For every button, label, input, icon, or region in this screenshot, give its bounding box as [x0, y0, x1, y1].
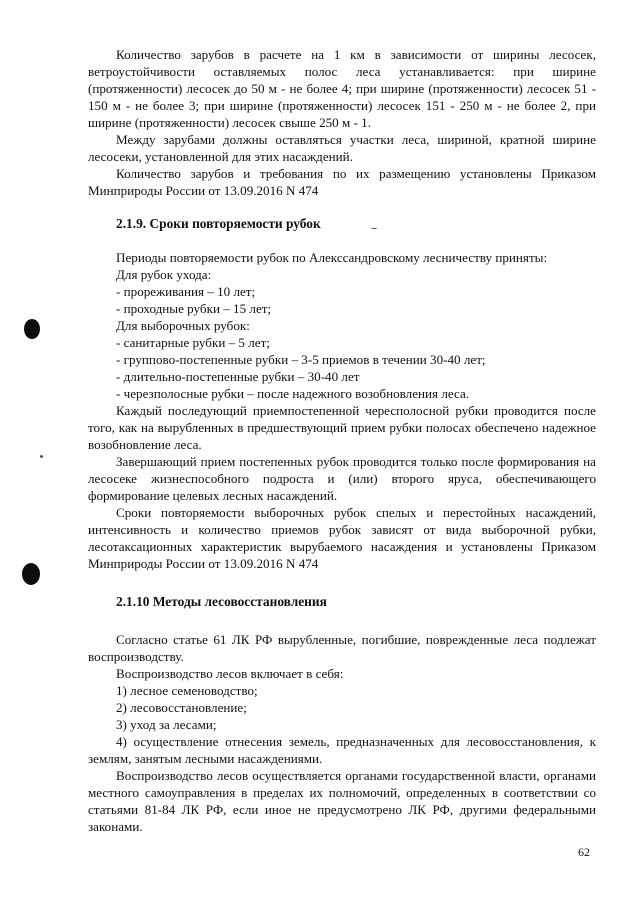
list-item: 2) лесовосстановление; — [116, 700, 247, 715]
section-heading-2-1-9: 2.1.9. Сроки повторяемости рубок — [116, 216, 321, 231]
list-item: 3) уход за лесами; — [116, 717, 217, 732]
paragraph-article-61: Согласно статье 61 ЛК РФ вырубленные, погибшие, поврежденные леса подлежат воспроизводству. — [88, 632, 596, 664]
paragraph-final-stage: Завершающий прием постепенных рубок проводится только после формирования на лесосеке жизнеспособного подроста и (или) второго яруса, обеспечивающего формирование целевых лесных насаждений. — [88, 454, 596, 503]
paragraph-zarub-spacing: Между зарубами должны оставляться участки леса, шириной, кратной ширине лесосеки, установленной для этих насаждений. — [88, 132, 596, 164]
section-heading-2-1-10: 2.1.10 Методы лесовосстановления — [116, 594, 327, 609]
punch-hole-mark — [22, 563, 40, 585]
document-page — [88, 46, 596, 835]
care-label: Для рубок ухода: — [116, 267, 212, 282]
list-item: - черезполосные рубки – после надежного возобновления леса. — [116, 386, 470, 401]
paragraph-each-stage: Каждый последующий приемпостепенной чересполосной рубки проводится после того, как на вырубленных в предшествующий прием рубки полосах обеспечено надежное возобновление леса. — [88, 403, 596, 452]
reproduction-list-label: Воспроизводство лесов включает в себя: — [116, 666, 344, 681]
scan-speck — [40, 455, 43, 458]
paragraph-terms: Сроки повторяемости выборочных рубок спелых и перестойных насаждений, интенсивность и количество приемов рубок зависят от вида выборочной рубки, лесотаксационных характеристик вырубаемого насаждения и установлены Приказом Минприроды России от 13.09.2016 N 474 — [88, 505, 596, 571]
list-item: - проходные рубки – 15 лет; — [116, 301, 272, 316]
list-item: - прореживания – 10 лет; — [116, 284, 256, 299]
punch-hole-mark — [24, 319, 40, 339]
list-item: - санитарные рубки – 5 лет; — [116, 335, 270, 350]
paragraph-authority: Воспроизводство лесов осуществляется органами государственной власти, органами местного самоуправления в пределах их полномочий, определенных в соответствии со статьями 81-84 ЛК РФ, если иное не предусмотрено ЛК РФ, другими федеральными законами. — [88, 768, 596, 834]
periods-intro: Периоды повторяемости рубок по Алексcандровскому лесничеству приняты: — [116, 250, 548, 265]
list-item: - группово-постепенные рубки – 3-5 приемов в течении 30-40 лет; — [116, 352, 486, 367]
list-item: 1) лесное семеноводство; — [116, 683, 258, 698]
paragraph-zarub-order: Количество зарубов и требования по их размещению установлены Приказом Минприроды России от 13.09.2016 N 474 — [88, 166, 596, 198]
list-item: 4) осуществление отнесения земель, предназначенных для лесовосстановления, к землям, занятым лесными насаждениями. — [88, 734, 596, 766]
list-item: - длительно-постепенные рубки – 30-40 лет — [116, 369, 360, 384]
paragraph-zarub-count: Количество зарубов в расчете на 1 км в зависимости от ширины лесосек, ветроустойчивости оставляемых полос леса устанавливается: при ширине (протяженности) лесосек до 50 м - не более 4; при ширине (протяженности) лесосек 51 - 150 м - не более 3; при ширине (протяженности) лесосек 151 - 250 м - не более 2, при ширине (протяженности) лесосек свыше 250 м - 1. — [88, 47, 596, 130]
selective-label: Для выборочных рубок: — [116, 318, 250, 333]
page-number: 62 — [578, 845, 590, 859]
